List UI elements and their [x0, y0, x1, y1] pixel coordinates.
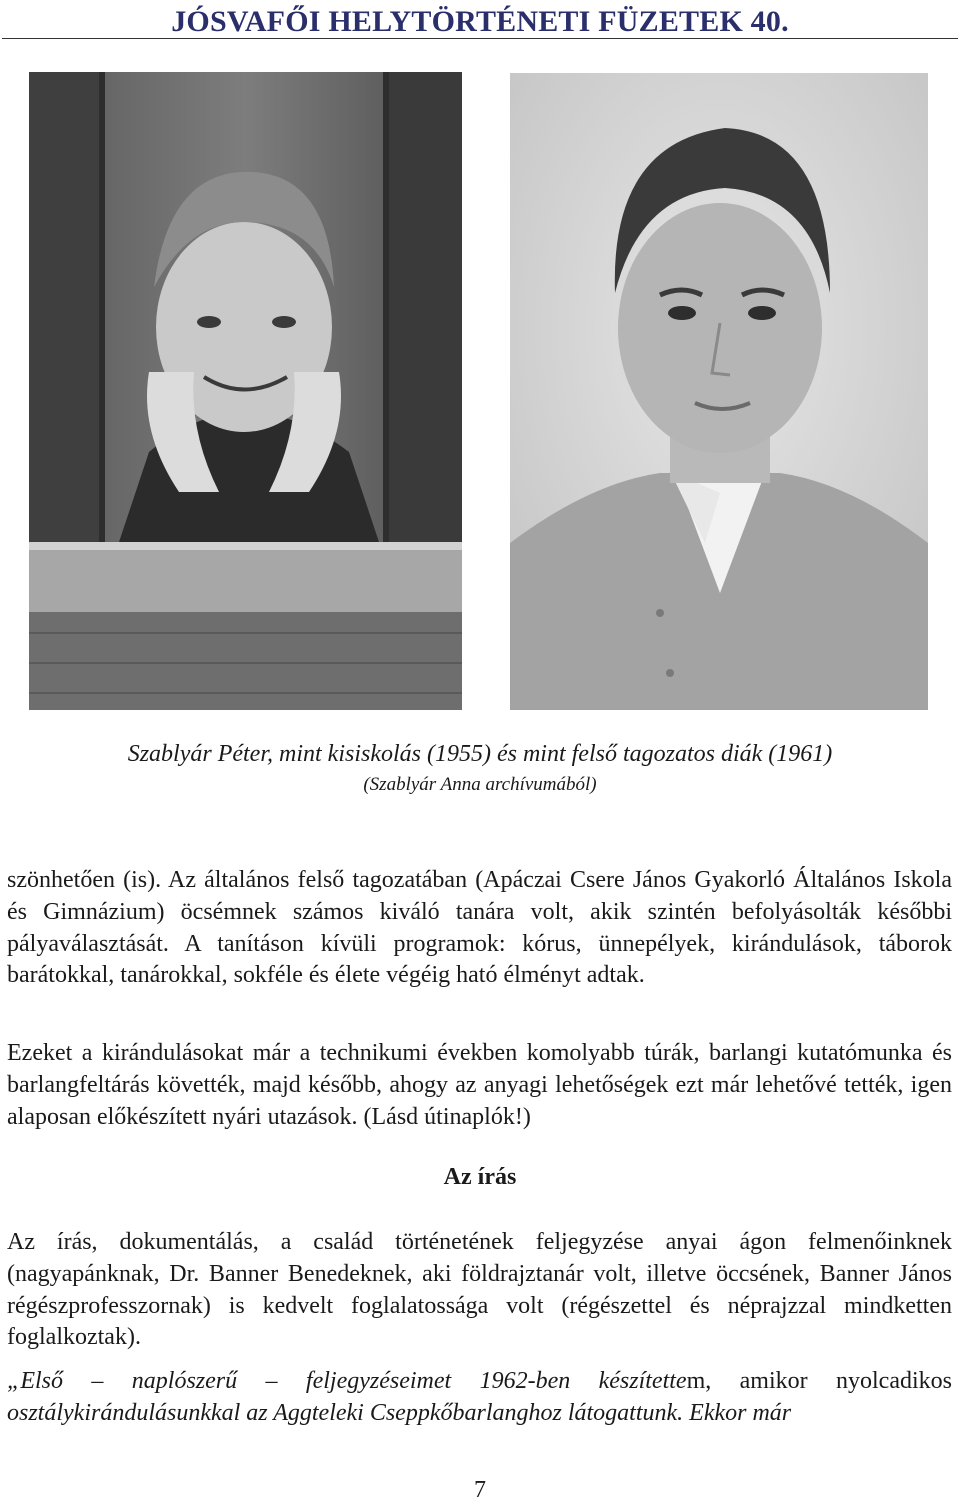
paragraph-quote — [7, 1366, 952, 1430]
photo-caption: Szablyár Péter, mint kisiskolás (1955) és mint felső tagozatos diák (1961) — [127, 741, 833, 767]
quote-italic-start: „Első – naplószerű – feljegyzéseimet 1962-ben készítette — [7, 1368, 687, 1394]
photo-boy-at-window-icon — [29, 72, 462, 710]
quote-roman: m, amikor nyolcadikos — [686, 1368, 952, 1394]
header-divider — [2, 38, 958, 39]
paragraph-excursions: Ezeket a kirándulásokat már a technikumi években komolyabb túrák, barlangi kutatómunka és barlangfeltárás követték, majd később, ahogy az anyagi lehetőségek ezt már lehetővé tették, igen alaposan előkészített nyári utazások. (Lásd útinaplók!) — [7, 1040, 952, 1130]
paragraph-writing: Az írás, dokumentálás, a család történetének feljegyzése anyai ágon felmenőinknek (nagyapánknak, Dr. Banner Benedeknek, aki földrajztanár volt, illetve öccsének, Banner János régészprofesszornak) is kedvelt foglalatossága volt (régészettel és néprajzzal mindketten foglalkoztak). — [7, 1229, 952, 1351]
photo-source: (Szablyár Anna archívumából) — [363, 774, 597, 795]
page-header-title: JÓSVAFŐI HELYTÖRTÉNETI FÜZETEK 40. — [171, 5, 789, 38]
paragraph-school: szönhetően (is). Az általános felső tagozatában (Apáczai Csere János Gyakorló Általános Iskola és Gimnázium) öcsémnek számos kiváló tanára volt, akik szintén befolyásolták későbbi pályaválasztását. A tanításon kívüli programok: kórus, ünnepélyek, kirándulások, táborok barátokkal, tanárokkal, sokféle és élete végéig ható élményt adtak. — [7, 867, 952, 989]
quote-italic-end: osztálykirándulásunkkal az Aggteleki Cseppkőbarlanghoz látogattunk. Ekkor már — [7, 1399, 792, 1426]
section-heading: Az írás — [443, 1164, 517, 1190]
photo-boy-portrait-icon — [510, 73, 928, 710]
photo-boy-portrait — [510, 73, 928, 710]
page-number: 7 — [474, 1477, 486, 1503]
page-header — [0, 0, 960, 40]
photo-boy-at-window — [29, 72, 462, 710]
